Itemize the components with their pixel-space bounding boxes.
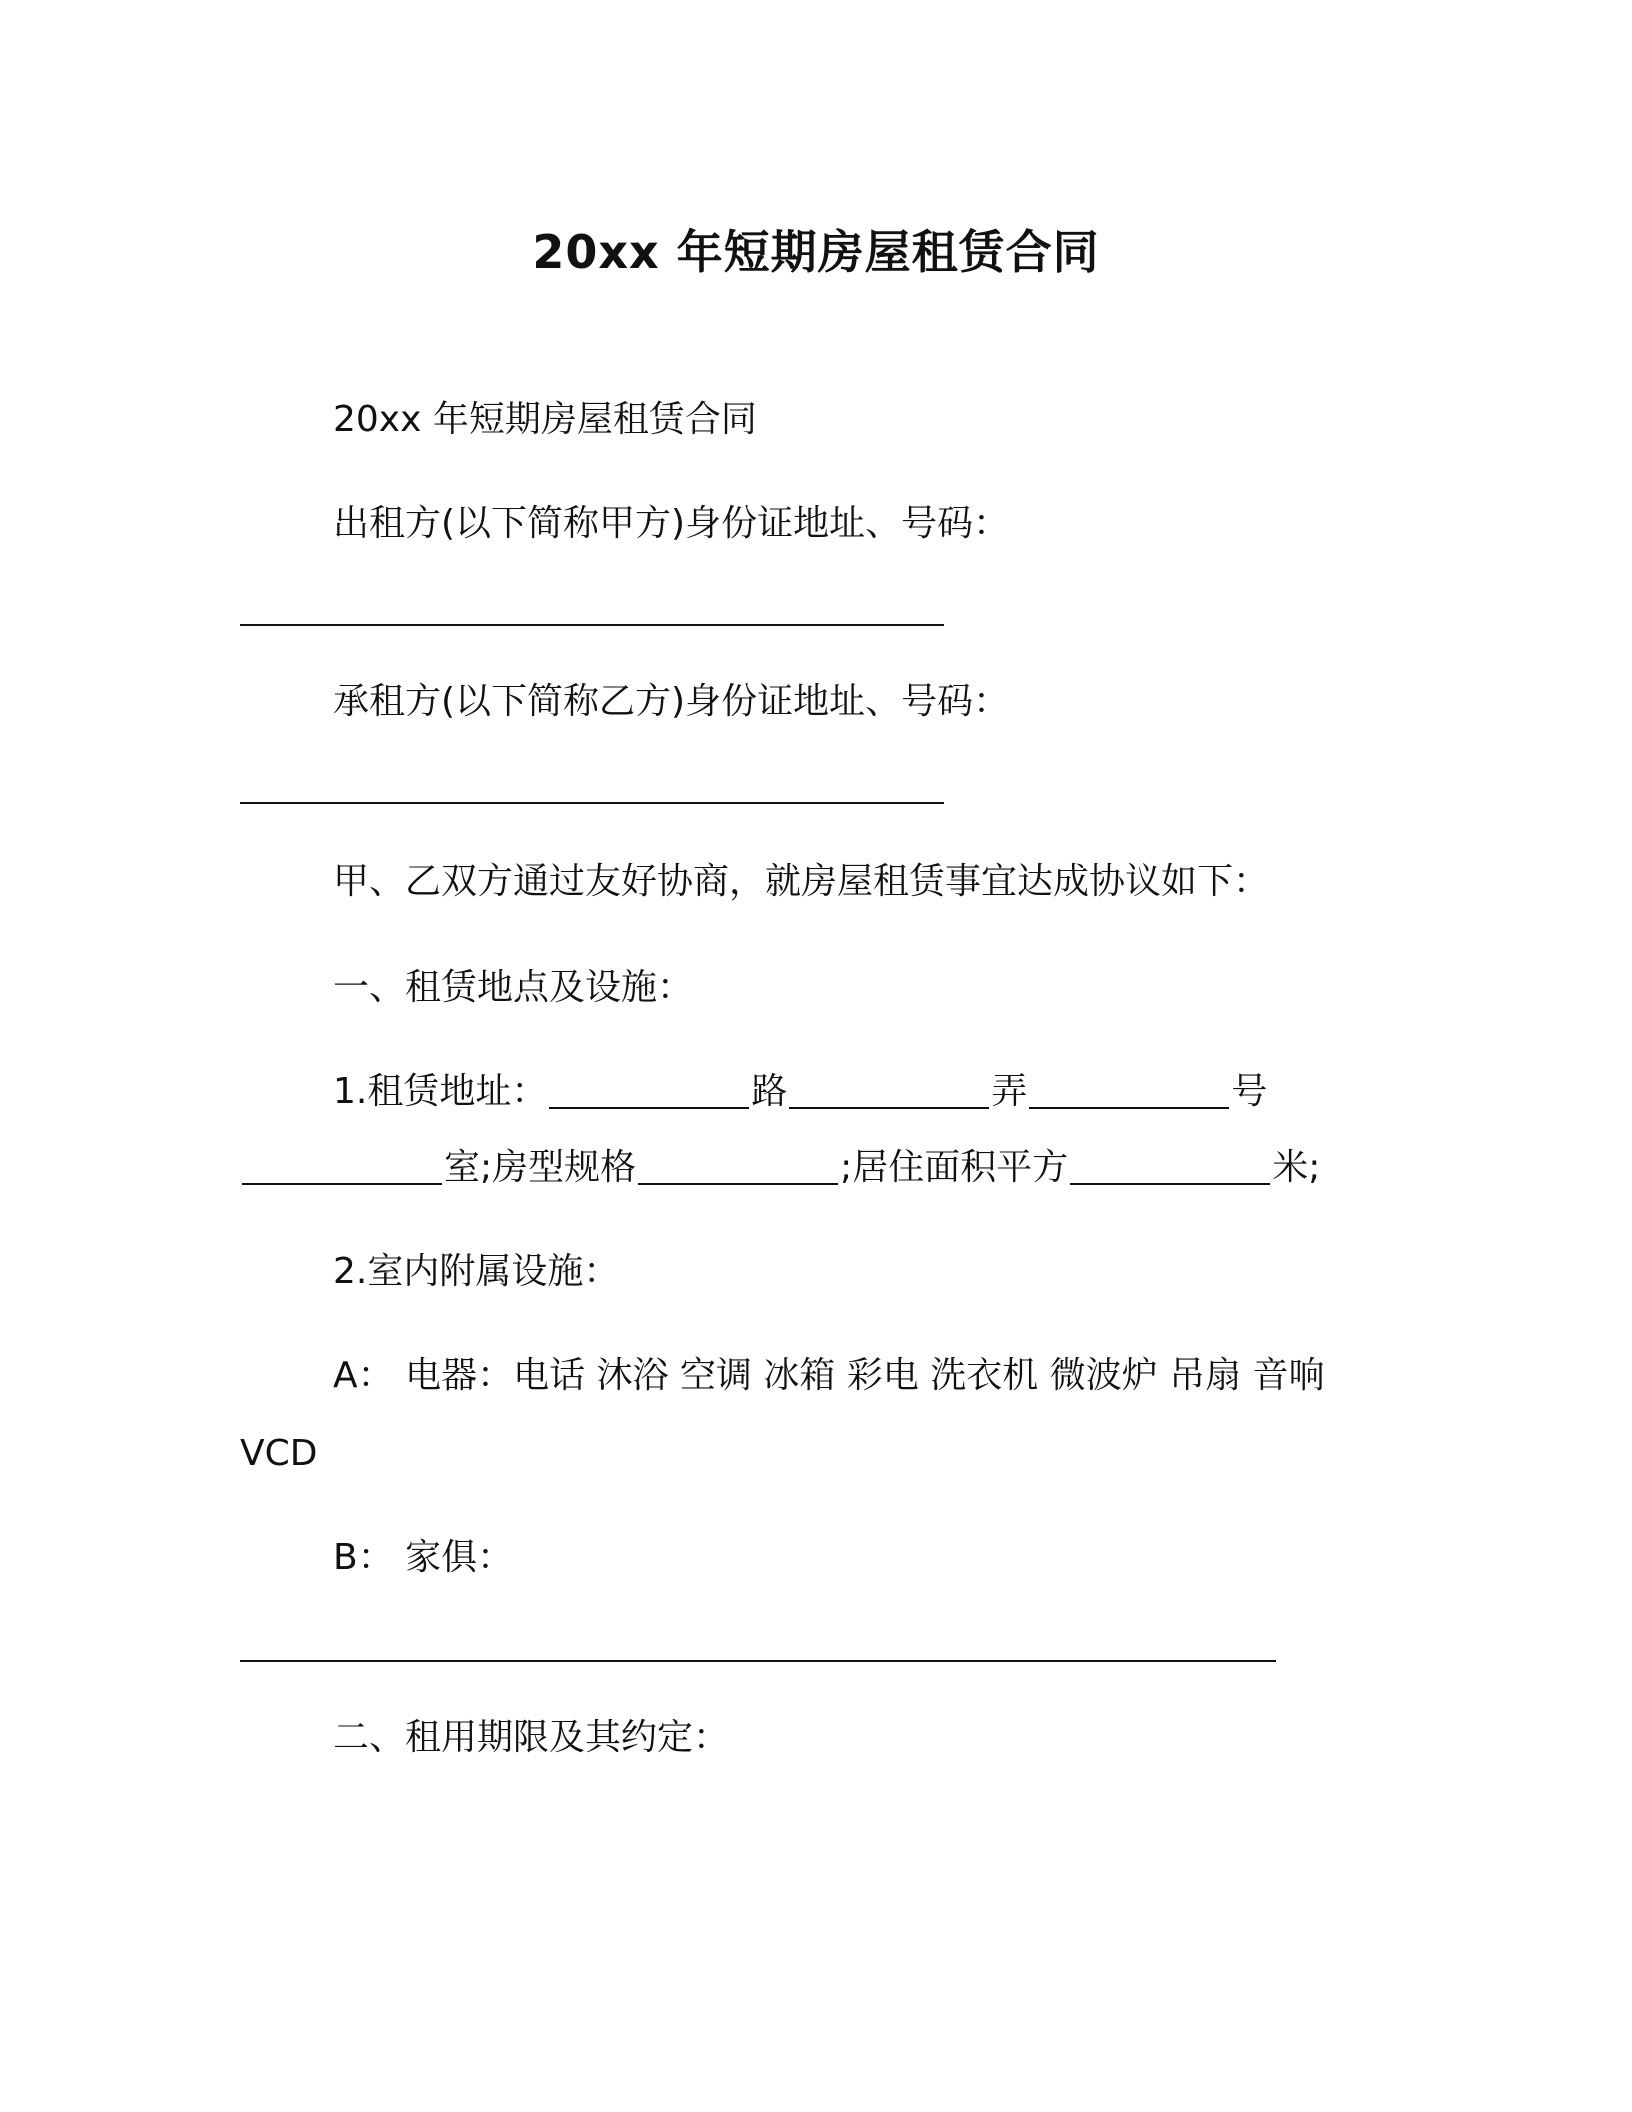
- section2-heading: 二、租用期限及其约定：: [333, 1717, 730, 1758]
- furniture-label: B： 家俱：: [333, 1537, 514, 1578]
- area-label: ;居住面积平方: [840, 1147, 1069, 1188]
- area-blank: [1070, 1183, 1270, 1185]
- address-label: 1.租赁地址：: [333, 1071, 548, 1112]
- furniture-blank-line: [240, 1660, 1276, 1662]
- document-title: 20xx 年短期房屋租赁合同: [532, 225, 1100, 279]
- lane-blank: [789, 1107, 989, 1109]
- lessee-line: 承租方(以下简称乙方)身份证地址、号码：: [333, 681, 1010, 722]
- address-line: [333, 1068, 1267, 1116]
- number-blank: [1029, 1107, 1229, 1109]
- appliances-line: A： 电器：电话 沐浴 空调 冰箱 彩电 洗衣机 微波炉 吊扇 音响: [333, 1355, 1325, 1396]
- section1-heading: 一、租赁地点及设施：: [333, 967, 694, 1008]
- room-blank: [242, 1183, 442, 1185]
- room-label: 室;房型规格: [444, 1147, 637, 1188]
- facilities-heading: 2.室内附属设施：: [333, 1251, 620, 1292]
- lessee-blank-line: [240, 802, 944, 804]
- lane-label: 弄: [991, 1071, 1028, 1112]
- document-subtitle: 20xx 年短期房屋租赁合同: [333, 399, 757, 440]
- layout-blank: [638, 1183, 838, 1185]
- room-line: [240, 1144, 1320, 1192]
- agreement-intro: 甲、乙双方通过友好协商，就房屋租赁事宜达成协议如下：: [333, 861, 1270, 902]
- lessor-blank-line: [240, 624, 944, 626]
- area-unit: 米;: [1272, 1147, 1321, 1188]
- road-blank: [549, 1107, 749, 1109]
- lessor-line: 出租方(以下简称甲方)身份证地址、号码：: [333, 503, 1010, 544]
- road-label: 路: [751, 1071, 788, 1112]
- appliances-line-cont: VCD: [240, 1433, 318, 1474]
- number-label: 号: [1231, 1071, 1268, 1112]
